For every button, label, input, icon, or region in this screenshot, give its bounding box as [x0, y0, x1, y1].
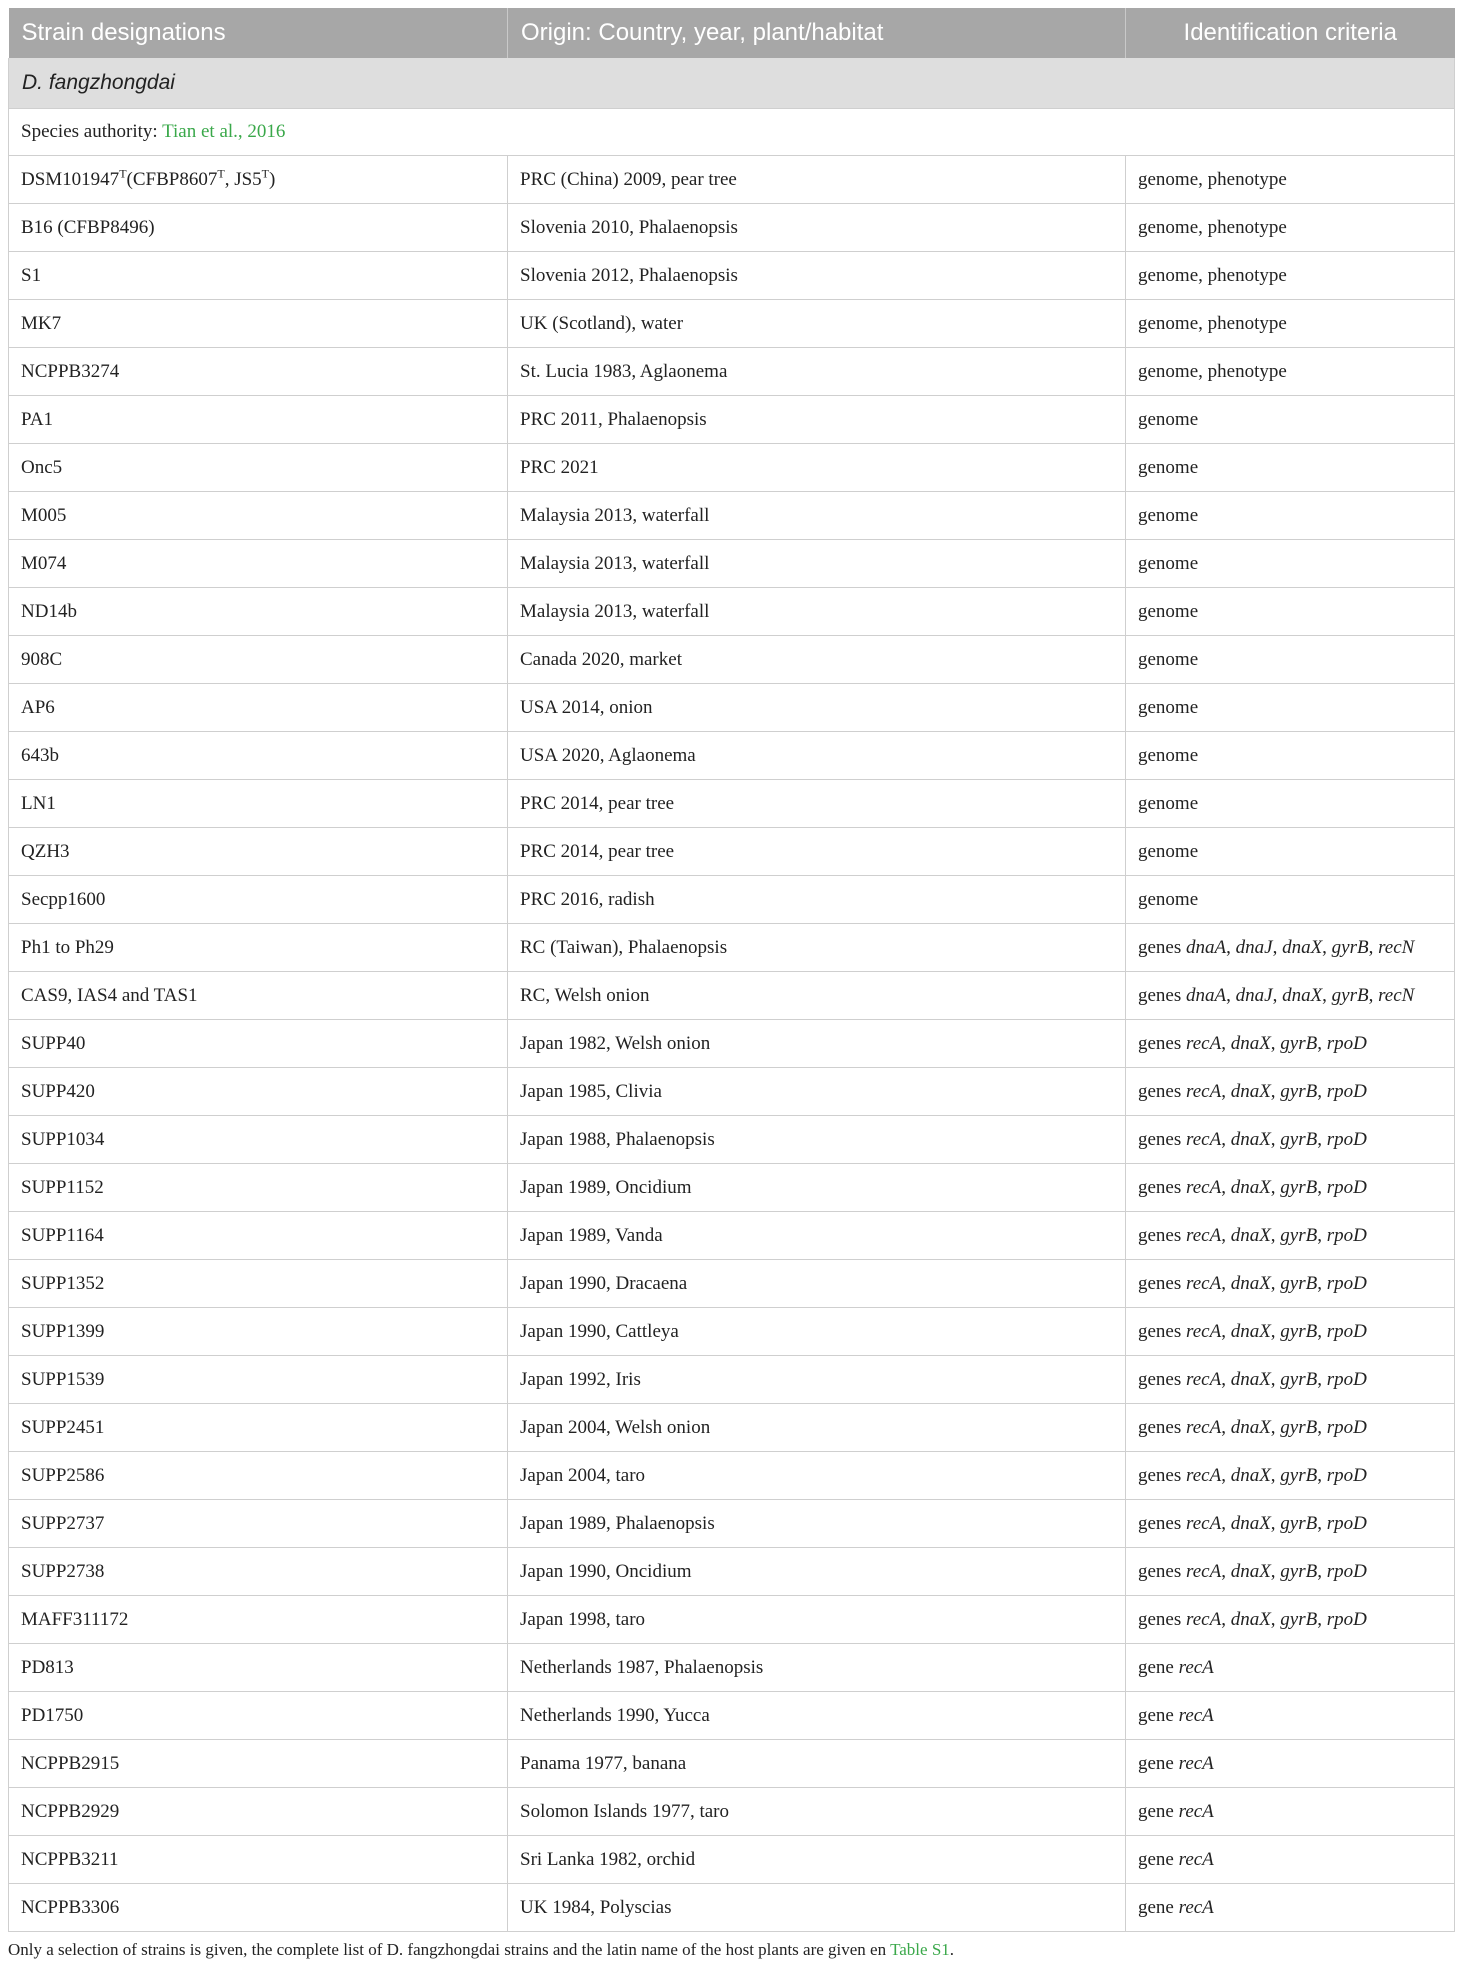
- origin-cell: USA 2020, Aglaonema: [508, 732, 1126, 780]
- header-row: [9, 8, 1455, 58]
- strain-cell: Secpp1600: [9, 876, 508, 924]
- criteria-cell: genome: [1126, 492, 1455, 540]
- origin-cell: PRC 2011, Phalaenopsis: [508, 396, 1126, 444]
- table-row: [9, 1164, 1455, 1212]
- criteria-cell: genome: [1126, 828, 1455, 876]
- strain-cell: SUPP1164: [9, 1212, 508, 1260]
- strain-cell: PA1: [9, 396, 508, 444]
- table-row: [9, 1596, 1455, 1644]
- criteria-cell: genome: [1126, 684, 1455, 732]
- table-row: [9, 780, 1455, 828]
- table-row: [9, 1212, 1455, 1260]
- origin-cell: St. Lucia 1983, Aglaonema: [508, 348, 1126, 396]
- table-row: [9, 1308, 1455, 1356]
- criteria-cell: genes recA, dnaX, gyrB, rpoD: [1126, 1596, 1455, 1644]
- strain-cell: SUPP420: [9, 1068, 508, 1116]
- table-row: [9, 204, 1455, 252]
- strain-cell: LN1: [9, 780, 508, 828]
- origin-cell: UK (Scotland), water: [508, 300, 1126, 348]
- criteria-cell: genes recA, dnaX, gyrB, rpoD: [1126, 1212, 1455, 1260]
- strain-cell: SUPP2737: [9, 1500, 508, 1548]
- origin-cell: PRC 2014, pear tree: [508, 780, 1126, 828]
- strain-cell: SUPP1399: [9, 1308, 508, 1356]
- origin-cell: PRC 2021: [508, 444, 1126, 492]
- criteria-cell: genome: [1126, 732, 1455, 780]
- origin-cell: Panama 1977, banana: [508, 1740, 1126, 1788]
- table-row: [9, 828, 1455, 876]
- strain-cell: CAS9, IAS4 and TAS1: [9, 972, 508, 1020]
- table-row: [9, 1260, 1455, 1308]
- strain-cell: SUPP2586: [9, 1452, 508, 1500]
- type-mark: T: [119, 166, 127, 181]
- authority-link[interactable]: Tian et al., 2016: [162, 121, 286, 142]
- header-strain: Strain designations: [9, 8, 508, 58]
- criteria-cell: genes recA, dnaX, gyrB, rpoD: [1126, 1068, 1455, 1116]
- table-row: [9, 300, 1455, 348]
- table-row: [9, 396, 1455, 444]
- origin-cell: Japan 1998, taro: [508, 1596, 1126, 1644]
- header-origin: Origin: Country, year, plant/habitat: [508, 8, 1126, 58]
- origin-cell: Japan 1989, Vanda: [508, 1212, 1126, 1260]
- table-row: [9, 1500, 1455, 1548]
- strain-cell: NCPPB3211: [9, 1836, 508, 1884]
- footnote-link[interactable]: Table S1: [890, 1940, 950, 1959]
- table-row: [9, 636, 1455, 684]
- origin-cell: PRC 2016, radish: [508, 876, 1126, 924]
- origin-cell: Japan 1992, Iris: [508, 1356, 1126, 1404]
- strain-cell: M005: [9, 492, 508, 540]
- table-row: [9, 1404, 1455, 1452]
- strain-cell: M074: [9, 540, 508, 588]
- strain-cell: SUPP1352: [9, 1260, 508, 1308]
- table-row: [9, 1884, 1455, 1932]
- criteria-cell: genome: [1126, 636, 1455, 684]
- criteria-cell: genome, phenotype: [1126, 300, 1455, 348]
- origin-cell: Canada 2020, market: [508, 636, 1126, 684]
- strain-table: [8, 8, 1455, 1932]
- authority-row: [9, 109, 1455, 156]
- table-row: [9, 444, 1455, 492]
- authority-label: Species authority:: [21, 121, 163, 142]
- table-row: [9, 1068, 1455, 1116]
- criteria-cell: gene recA: [1126, 1788, 1455, 1836]
- origin-cell: PRC (China) 2009, pear tree: [508, 156, 1126, 204]
- origin-cell: Malaysia 2013, waterfall: [508, 492, 1126, 540]
- footnote-end: .: [949, 1940, 955, 1959]
- table-row: [9, 1644, 1455, 1692]
- criteria-cell: genes dnaA, dnaJ, dnaX, gyrB, recN: [1126, 924, 1455, 972]
- strain-cell: NCPPB2929: [9, 1788, 508, 1836]
- strain-cell: 908C: [9, 636, 508, 684]
- type-strain-part: , JS5: [224, 168, 262, 190]
- origin-cell: Sri Lanka 1982, orchid: [508, 1836, 1126, 1884]
- group-name: D. fangzhongdai: [9, 58, 1455, 109]
- strain-cell: MAFF311172: [9, 1596, 508, 1644]
- table-row: [9, 1020, 1455, 1068]
- table-row: [9, 1692, 1455, 1740]
- origin-cell: UK 1984, Polyscias: [508, 1884, 1126, 1932]
- origin-cell: Netherlands 1990, Yucca: [508, 1692, 1126, 1740]
- table-row: [9, 588, 1455, 636]
- table-row: [9, 252, 1455, 300]
- criteria-cell: gene recA: [1126, 1884, 1455, 1932]
- strain-cell: SUPP1034: [9, 1116, 508, 1164]
- criteria-cell: genes recA, dnaX, gyrB, rpoD: [1126, 1164, 1455, 1212]
- origin-cell: RC, Welsh onion: [508, 972, 1126, 1020]
- criteria-cell: genes recA, dnaX, gyrB, rpoD: [1126, 1500, 1455, 1548]
- criteria-cell: genome, phenotype: [1126, 156, 1455, 204]
- criteria-cell: gene recA: [1126, 1644, 1455, 1692]
- strain-cell: SUPP40: [9, 1020, 508, 1068]
- table-container: [8, 8, 1454, 1960]
- criteria-cell: genome: [1126, 396, 1455, 444]
- strain-cell: NCPPB3274: [9, 348, 508, 396]
- type-strain-part: ): [269, 168, 276, 190]
- origin-cell: Malaysia 2013, waterfall: [508, 540, 1126, 588]
- table-row: [9, 540, 1455, 588]
- strain-cell: NCPPB3306: [9, 1884, 508, 1932]
- table-row: [9, 972, 1455, 1020]
- criteria-cell: genome, phenotype: [1126, 204, 1455, 252]
- criteria-cell: genome, phenotype: [1126, 348, 1455, 396]
- origin-cell: Slovenia 2010, Phalaenopsis: [508, 204, 1126, 252]
- strain-cell: Ph1 to Ph29: [9, 924, 508, 972]
- header-criteria: Identification criteria: [1126, 8, 1455, 58]
- origin-cell: PRC 2014, pear tree: [508, 828, 1126, 876]
- origin-cell: Japan 1985, Clivia: [508, 1068, 1126, 1116]
- strain-cell: 643b: [9, 732, 508, 780]
- criteria-cell: genes recA, dnaX, gyrB, rpoD: [1126, 1404, 1455, 1452]
- table-row: [9, 1788, 1455, 1836]
- group-row: [9, 58, 1455, 109]
- strain-cell: NCPPB2915: [9, 1740, 508, 1788]
- table-row: [9, 1548, 1455, 1596]
- origin-cell: Japan 2004, taro: [508, 1452, 1126, 1500]
- criteria-cell: gene recA: [1126, 1692, 1455, 1740]
- table-row: [9, 348, 1455, 396]
- type-strain-part: DSM101947: [21, 168, 120, 190]
- criteria-cell: genome: [1126, 780, 1455, 828]
- table-row: [9, 1836, 1455, 1884]
- strain-cell: PD1750: [9, 1692, 508, 1740]
- table-row: [9, 492, 1455, 540]
- type-strain-cell: [9, 156, 508, 204]
- criteria-cell: genome: [1126, 540, 1455, 588]
- criteria-cell: genes recA, dnaX, gyrB, rpoD: [1126, 1308, 1455, 1356]
- origin-cell: Japan 1989, Phalaenopsis: [508, 1500, 1126, 1548]
- strain-cell: AP6: [9, 684, 508, 732]
- origin-cell: Slovenia 2012, Phalaenopsis: [508, 252, 1126, 300]
- strain-cell: Onc5: [9, 444, 508, 492]
- criteria-cell: genes recA, dnaX, gyrB, rpoD: [1126, 1356, 1455, 1404]
- table-row: [9, 1116, 1455, 1164]
- strain-cell: MK7: [9, 300, 508, 348]
- type-mark: T: [217, 166, 225, 181]
- strain-cell: SUPP1152: [9, 1164, 508, 1212]
- table-row: [9, 1452, 1455, 1500]
- strain-cell: PD813: [9, 1644, 508, 1692]
- strain-cell: SUPP2738: [9, 1548, 508, 1596]
- table-row: [9, 684, 1455, 732]
- table-footnote: [8, 1940, 1454, 1960]
- table-row: [9, 732, 1455, 780]
- criteria-cell: genes recA, dnaX, gyrB, rpoD: [1126, 1548, 1455, 1596]
- criteria-cell: genes recA, dnaX, gyrB, rpoD: [1126, 1020, 1455, 1068]
- table-row: [9, 876, 1455, 924]
- type-strain-part: (CFBP8607: [126, 168, 218, 190]
- strain-cell: SUPP2451: [9, 1404, 508, 1452]
- criteria-cell: genes recA, dnaX, gyrB, rpoD: [1126, 1260, 1455, 1308]
- strain-cell: SUPP1539: [9, 1356, 508, 1404]
- origin-cell: Japan 1982, Welsh onion: [508, 1020, 1126, 1068]
- criteria-cell: genes dnaA, dnaJ, dnaX, gyrB, recN: [1126, 972, 1455, 1020]
- table-row: [9, 1356, 1455, 1404]
- origin-cell: Solomon Islands 1977, taro: [508, 1788, 1126, 1836]
- origin-cell: Japan 1990, Cattleya: [508, 1308, 1126, 1356]
- table-row: [9, 156, 1455, 204]
- criteria-cell: genome: [1126, 444, 1455, 492]
- origin-cell: Japan 1988, Phalaenopsis: [508, 1116, 1126, 1164]
- authority-cell: [9, 109, 1455, 156]
- strain-cell: ND14b: [9, 588, 508, 636]
- origin-cell: USA 2014, onion: [508, 684, 1126, 732]
- footnote-text: Only a selection of strains is given, the complete list of D. fangzhongdai strains and the latin name of the host plants are given en: [8, 1940, 891, 1959]
- criteria-cell: gene recA: [1126, 1740, 1455, 1788]
- criteria-cell: genes recA, dnaX, gyrB, rpoD: [1126, 1452, 1455, 1500]
- criteria-cell: genome, phenotype: [1126, 252, 1455, 300]
- criteria-cell: gene recA: [1126, 1836, 1455, 1884]
- origin-cell: Japan 1990, Dracaena: [508, 1260, 1126, 1308]
- strain-cell: QZH3: [9, 828, 508, 876]
- strain-cell: B16 (CFBP8496): [9, 204, 508, 252]
- origin-cell: Japan 1989, Oncidium: [508, 1164, 1126, 1212]
- origin-cell: Netherlands 1987, Phalaenopsis: [508, 1644, 1126, 1692]
- criteria-cell: genome: [1126, 876, 1455, 924]
- type-mark: T: [261, 166, 269, 181]
- origin-cell: Japan 2004, Welsh onion: [508, 1404, 1126, 1452]
- criteria-cell: genome: [1126, 588, 1455, 636]
- criteria-cell: genes recA, dnaX, gyrB, rpoD: [1126, 1116, 1455, 1164]
- origin-cell: Malaysia 2013, waterfall: [508, 588, 1126, 636]
- strain-cell: S1: [9, 252, 508, 300]
- table-row: [9, 924, 1455, 972]
- table-row: [9, 1740, 1455, 1788]
- origin-cell: RC (Taiwan), Phalaenopsis: [508, 924, 1126, 972]
- origin-cell: Japan 1990, Oncidium: [508, 1548, 1126, 1596]
